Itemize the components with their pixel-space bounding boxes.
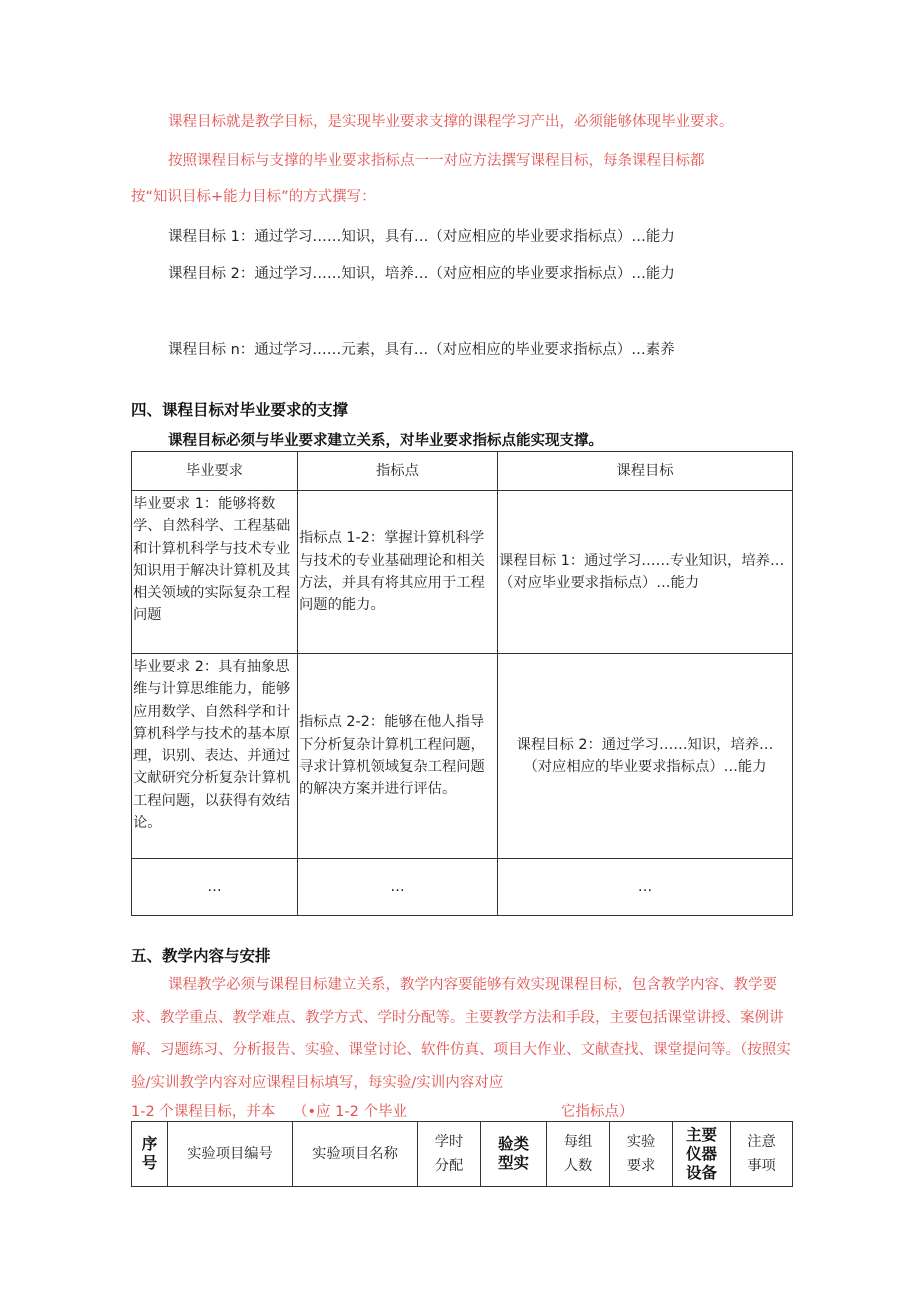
fragment-1: 1-2 个课程目标，并本	[131, 1104, 276, 1120]
goal-cell: …	[498, 859, 793, 916]
section-4-title: 四、课程目标对毕业要求的支撑	[131, 401, 349, 419]
header-indicator: 指标点	[298, 452, 498, 491]
intro-line-1: 课程目标就是教学目标，是实现毕业要求支撑的课程学习产出，必须能够体现毕业要求。	[168, 114, 734, 130]
header-req: 实验要求	[610, 1122, 673, 1187]
header-type: 验类型实	[481, 1122, 547, 1187]
lab-table-header	[132, 1122, 793, 1187]
fragment-3: 它指标点）	[561, 1104, 634, 1120]
goal-cell: 课程目标 2：通过学习……知识，培养…（对应相应的毕业要求指标点）…能力	[498, 654, 793, 859]
table-row	[132, 491, 793, 654]
header-requirement: 毕业要求	[132, 452, 298, 491]
header-code: 实验项目编号	[168, 1122, 293, 1187]
fragment-2: （•应 1-2 个毕业	[293, 1104, 407, 1120]
lab-table	[131, 1121, 793, 1187]
header-equip: 主要仪器设备	[673, 1122, 731, 1187]
section-5-title: 五、教学内容与安排	[131, 947, 271, 965]
intro-line-3: 按“知识目标+能力目标”的方式撰写：	[131, 189, 376, 205]
goal-template-2: 课程目标 2：通过学习……知识，培养…（对应相应的毕业要求指标点）…能力	[168, 266, 675, 282]
requirement-cell: 毕业要求 2：具有抽象思维与计算思维能力，能够应用数学、自然科学和计算机科学与技术的基本原理，识别、表达、并通过文献研究分析复杂计算机工程问题，以获得有效结论。	[132, 654, 298, 859]
header-hours: 学时分配	[418, 1122, 481, 1187]
header-note: 注意事项	[731, 1122, 793, 1187]
section-5-paragraph: 课程教学必须与课程目标建立关系，教学内容要能够有效实现课程目标，包含教学内容、教学要求、教学重点、教学难点、教学方式、学时分配等。主要教学方法和手段，主要包括课堂讲授、案例讲解、习题练习、分析报告、实验、课堂讨论、软件仿真、项目大作业、文献查找、课堂提问等。（按照实验/实训教学内容对应课程目标填写，每实验/实训内容对应	[131, 977, 791, 1091]
indicator-cell: …	[298, 859, 498, 916]
header-goal: 课程目标	[498, 452, 793, 491]
requirement-cell: …	[132, 859, 298, 916]
table-row	[132, 859, 793, 916]
requirement-cell: 毕业要求 1：能够将数学、自然科学、工程基础和计算机科学与技术专业知识用于解决计算机及其相关领域的实际复杂工程问题	[132, 491, 298, 654]
goal-template-1: 课程目标 1：通过学习……知识，具有…（对应相应的毕业要求指标点）…能力	[168, 229, 675, 245]
goal-template-n: 课程目标 n：通过学习……元素，具有…（对应相应的毕业要求指标点）…素养	[168, 342, 675, 358]
support-table	[131, 451, 793, 916]
intro-line-2: 按照课程目标与支撑的毕业要求指标点一一对应方法撰写课程目标，每条课程目标都	[168, 153, 705, 169]
goal-cell: 课程目标 1：通过学习……专业知识，培养…（对应毕业要求指标点）…能力	[498, 491, 793, 654]
indicator-cell: 指标点 2-2：能够在他人指导下分析复杂计算机工程问题，寻求计算机领域复杂工程问题的解决方案并进行评估。	[298, 654, 498, 859]
header-group: 每组人数	[547, 1122, 610, 1187]
indicator-cell: 指标点 1-2：掌握计算机科学与技术的专业基础理论和相关方法，并具有将其应用于工程问题的能力。	[298, 491, 498, 654]
support-table-header	[132, 452, 793, 491]
header-seq: 序号	[132, 1122, 168, 1187]
section-4-subtitle: 课程目标必须与毕业要求建立关系，对毕业要求指标点能实现支撑。	[168, 433, 603, 449]
header-name: 实验项目名称	[293, 1122, 418, 1187]
table-row	[132, 654, 793, 859]
